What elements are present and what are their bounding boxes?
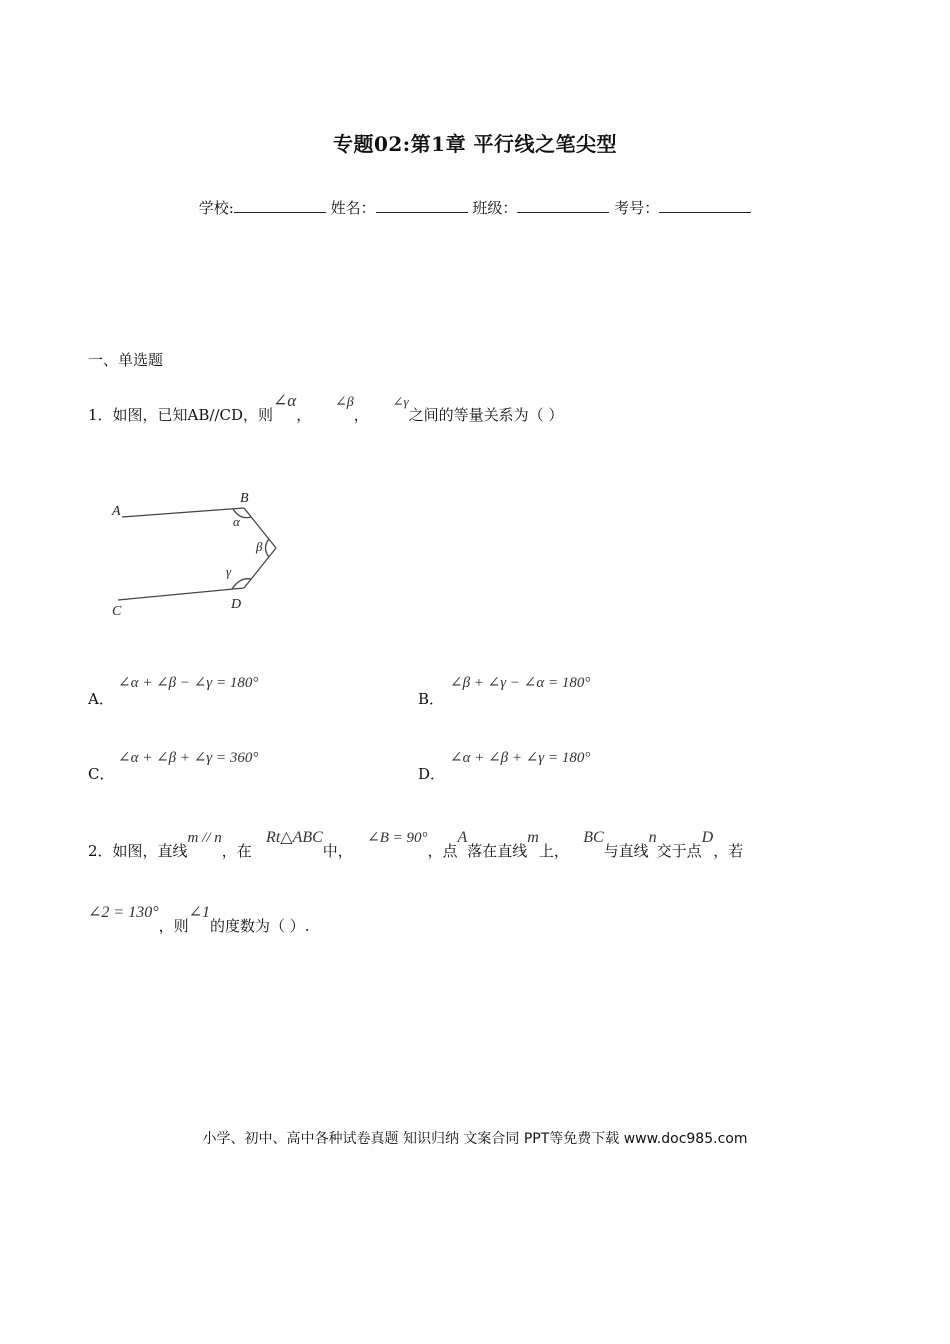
arc-beta xyxy=(266,539,270,557)
q1-comma-1: ， xyxy=(296,406,312,424)
option-b-label[interactable]: B． xyxy=(418,690,445,708)
student-info-line xyxy=(0,197,950,218)
question-1-text xyxy=(88,391,564,425)
option-b-expression: ∠β + ∠γ − ∠α = 180° xyxy=(450,675,591,691)
segment-ab xyxy=(122,508,244,517)
q2-math-point-a: A xyxy=(457,829,468,846)
q1-gamma: ∠γ xyxy=(392,394,409,409)
question-2-line-2 xyxy=(88,904,310,936)
option-a-label[interactable]: A． xyxy=(88,690,114,708)
class-label: 班级： xyxy=(472,199,518,217)
class-blank[interactable] xyxy=(517,198,609,213)
q2-text-8: 交于点 xyxy=(656,842,702,860)
section-heading: 一、单选题 xyxy=(88,351,164,369)
q2-text-4: ，点 xyxy=(427,842,458,860)
option-d-label[interactable]: D． xyxy=(418,765,446,783)
label-a: A xyxy=(112,504,121,519)
q2-math-angle-b: ∠B = 90° xyxy=(367,830,428,846)
q1-suffix: 之间的等量关系为（ ） xyxy=(408,406,564,424)
page-footer: 小学、初中、高中各种试卷真题 知识归纳 文案合同 PPT等免费下载 www.doc985.com xyxy=(202,1131,748,1147)
q2-text-7: 与直线 xyxy=(603,842,649,860)
q1-prefix: 1．如图，已知AB//CD，则 xyxy=(88,406,274,424)
name-label: 姓名： xyxy=(330,199,376,217)
label-beta: β xyxy=(256,539,263,554)
q2-math-line-n: n xyxy=(648,829,657,846)
q2-text-10: ，则 xyxy=(158,917,189,935)
option-a-expression: ∠α + ∠β − ∠γ = 180° xyxy=(118,675,259,691)
q2-text-5: 落在直线 xyxy=(467,842,528,860)
school-label: 学校: xyxy=(198,199,234,217)
name-blank[interactable] xyxy=(376,198,468,213)
label-gamma: γ xyxy=(226,564,232,579)
option-c-label[interactable]: C． xyxy=(88,765,115,783)
label-c: C xyxy=(112,604,122,619)
q2-math-line-m: m xyxy=(527,829,539,846)
school-blank[interactable] xyxy=(234,198,326,213)
q2-math-point-d: D xyxy=(701,829,714,846)
q1-beta: ∠β xyxy=(335,395,354,410)
arc-gamma xyxy=(232,579,251,589)
q2-math-m-parallel-n: m // n xyxy=(187,830,222,846)
q2-math-segment-bc: BC xyxy=(583,829,604,846)
q2-math-angle-1: ∠1 xyxy=(188,904,211,921)
q2-text-11: 的度数为（ ）. xyxy=(210,917,310,935)
segment-cd xyxy=(118,588,244,600)
exam-number-label: 考号： xyxy=(614,199,660,217)
q1-figure xyxy=(104,484,294,620)
label-d: D xyxy=(231,597,242,612)
q2-math-triangle: Rt△ABC xyxy=(266,829,323,846)
page-title: 专题02:第1章 平行线之笔尖型 xyxy=(332,132,618,156)
label-b: B xyxy=(240,491,249,506)
q1-alpha: ∠α xyxy=(273,391,297,410)
q2-text-2: ，在 xyxy=(221,842,252,860)
q1-comma-2: ， xyxy=(353,406,369,424)
option-c-expression: ∠α + ∠β + ∠γ = 360° xyxy=(118,750,259,766)
q2-math-angle-2: ∠2 = 130° xyxy=(88,904,159,921)
q2-text-3: 中， xyxy=(322,842,353,860)
question-2-line-1 xyxy=(88,829,744,861)
q2-text-1: 2．如图，直线 xyxy=(88,842,188,860)
q2-text-9: ，若 xyxy=(713,842,744,860)
segment-vertex-d xyxy=(244,548,276,588)
option-d-expression: ∠α + ∠β + ∠γ = 180° xyxy=(450,750,591,766)
exam-number-blank[interactable] xyxy=(659,198,751,213)
q2-text-6: 上， xyxy=(538,842,569,860)
label-alpha: α xyxy=(233,514,240,529)
